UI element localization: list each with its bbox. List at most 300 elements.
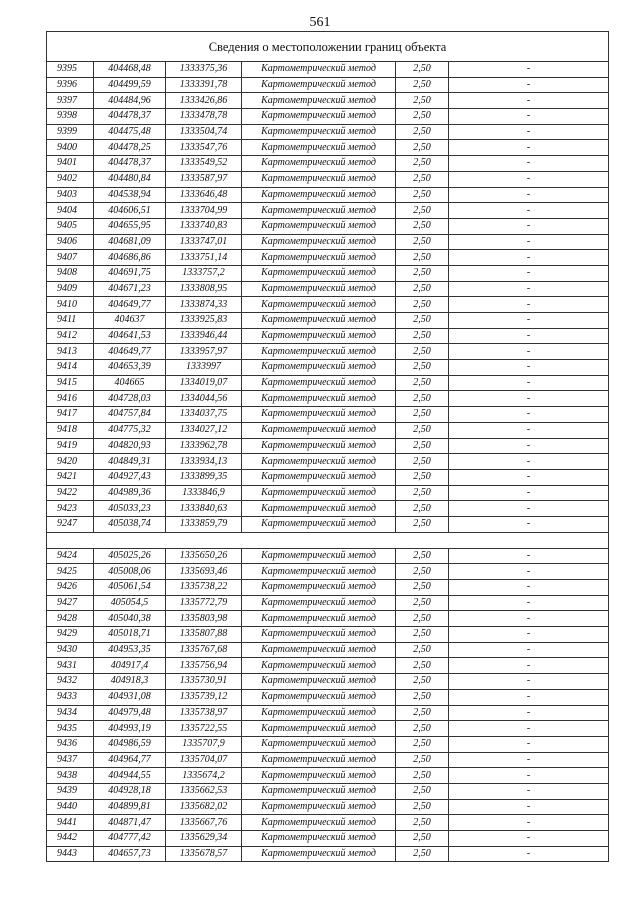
accuracy-cell: 2,50 [396,344,449,360]
accuracy-cell: 2,50 [396,469,449,485]
accuracy-cell: 2,50 [396,109,449,125]
accuracy-cell: 2,50 [396,516,449,532]
x-coordinate-cell: 404499,59 [94,77,166,93]
y-coordinate-cell: 1333547,76 [166,140,242,156]
accuracy-cell: 2,50 [396,564,449,580]
method-cell: Картометрический метод [242,627,396,643]
x-coordinate-cell: 405061,54 [94,580,166,596]
table-caption-row [47,32,609,62]
x-coordinate-cell: 405054,5 [94,595,166,611]
method-cell: Картометрический метод [242,658,396,674]
table-row [47,360,609,376]
y-coordinate-cell: 1333751,14 [166,250,242,266]
table-row [47,501,609,517]
table-row [47,799,609,815]
method-cell: Картометрический метод [242,328,396,344]
y-coordinate-cell: 1333899,35 [166,469,242,485]
y-coordinate-cell: 1333874,33 [166,297,242,313]
method-cell: Картометрический метод [242,595,396,611]
method-cell: Картометрический метод [242,422,396,438]
accuracy-cell: 2,50 [396,658,449,674]
page-number: 561 [309,15,331,30]
description-cell: - [449,658,609,674]
table-row [47,580,609,596]
table-row [47,831,609,847]
table-row [47,611,609,627]
method-cell: Картометрический метод [242,265,396,281]
x-coordinate-cell: 404871,47 [94,815,166,831]
table-row [47,313,609,329]
point-number-cell: 9435 [47,721,94,737]
x-coordinate-cell: 404478,37 [94,156,166,172]
table-row [47,783,609,799]
description-cell: - [449,77,609,93]
x-coordinate-cell: 404757,84 [94,407,166,423]
point-number-cell: 9432 [47,674,94,690]
accuracy-cell: 2,50 [396,799,449,815]
table-row [47,109,609,125]
method-cell: Картометрический метод [242,234,396,250]
y-coordinate-cell: 1333549,52 [166,156,242,172]
method-cell: Картометрический метод [242,360,396,376]
accuracy-cell: 2,50 [396,768,449,784]
table-row [47,234,609,250]
y-coordinate-cell: 1333934,13 [166,454,242,470]
y-coordinate-cell: 1333740,83 [166,218,242,234]
method-cell: Картометрический метод [242,140,396,156]
table-row [47,375,609,391]
y-coordinate-cell: 1333925,83 [166,313,242,329]
accuracy-cell: 2,50 [396,705,449,721]
description-cell: - [449,171,609,187]
description-cell: - [449,297,609,313]
description-cell: - [449,721,609,737]
x-coordinate-cell: 404993,19 [94,721,166,737]
y-coordinate-cell: 1335722,55 [166,721,242,737]
y-coordinate-cell: 1333962,78 [166,438,242,454]
y-coordinate-cell: 1334044,56 [166,391,242,407]
x-coordinate-cell: 404606,51 [94,203,166,219]
y-coordinate-cell: 1333478,78 [166,109,242,125]
table-row [47,705,609,721]
description-cell: - [449,344,609,360]
y-coordinate-cell: 1335667,76 [166,815,242,831]
point-number-cell: 9397 [47,93,94,109]
point-number-cell: 9440 [47,799,94,815]
table-row [47,736,609,752]
table-row [47,674,609,690]
description-cell: - [449,705,609,721]
method-cell: Картометрический метод [242,674,396,690]
x-coordinate-cell: 405008,06 [94,564,166,580]
point-number-cell: 9398 [47,109,94,125]
description-cell: - [449,250,609,266]
table-row [47,297,609,313]
table-row [47,124,609,140]
x-coordinate-cell: 404931,08 [94,689,166,705]
table-caption: Сведения о местоположении границ объекта [47,32,609,62]
description-cell: - [449,736,609,752]
method-cell: Картометрический метод [242,124,396,140]
x-coordinate-cell: 404480,84 [94,171,166,187]
y-coordinate-cell: 1334019,07 [166,375,242,391]
x-coordinate-cell: 404927,43 [94,469,166,485]
description-cell: - [449,815,609,831]
x-coordinate-cell: 404681,09 [94,234,166,250]
method-cell: Картометрический метод [242,516,396,532]
description-cell: - [449,595,609,611]
accuracy-cell: 2,50 [396,93,449,109]
description-cell: - [449,360,609,376]
point-number-cell: 9399 [47,124,94,140]
point-number-cell: 9401 [47,156,94,172]
description-cell: - [449,799,609,815]
point-number-cell: 9395 [47,62,94,78]
point-number-cell: 9420 [47,454,94,470]
accuracy-cell: 2,50 [396,548,449,564]
method-cell: Картометрический метод [242,344,396,360]
method-cell: Картометрический метод [242,438,396,454]
method-cell: Картометрический метод [242,313,396,329]
y-coordinate-cell: 1335738,22 [166,580,242,596]
description-cell: - [449,407,609,423]
method-cell: Картометрический метод [242,297,396,313]
y-coordinate-cell: 1333504,74 [166,124,242,140]
y-coordinate-cell: 1333859,79 [166,516,242,532]
x-coordinate-cell: 404728,03 [94,391,166,407]
accuracy-cell: 2,50 [396,627,449,643]
x-coordinate-cell: 404849,31 [94,454,166,470]
y-coordinate-cell: 1333757,2 [166,265,242,281]
accuracy-cell: 2,50 [396,171,449,187]
table-row [47,344,609,360]
x-coordinate-cell: 404478,37 [94,109,166,125]
accuracy-cell: 2,50 [396,674,449,690]
description-cell: - [449,422,609,438]
description-cell: - [449,689,609,705]
x-coordinate-cell: 404953,35 [94,642,166,658]
table-row [47,218,609,234]
y-coordinate-cell: 1333747,01 [166,234,242,250]
y-coordinate-cell: 1335756,94 [166,658,242,674]
x-coordinate-cell: 404777,42 [94,831,166,847]
method-cell: Картометрический метод [242,281,396,297]
x-coordinate-cell: 404691,75 [94,265,166,281]
point-number-cell: 9415 [47,375,94,391]
accuracy-cell: 2,50 [396,140,449,156]
description-cell: - [449,627,609,643]
x-coordinate-cell: 404641,53 [94,328,166,344]
method-cell: Картометрический метод [242,375,396,391]
table-row [47,62,609,78]
method-cell: Картометрический метод [242,407,396,423]
description-cell: - [449,313,609,329]
accuracy-cell: 2,50 [396,203,449,219]
point-number-cell: 9400 [47,140,94,156]
y-coordinate-cell: 1333957,97 [166,344,242,360]
accuracy-cell: 2,50 [396,313,449,329]
description-cell: - [449,611,609,627]
boundary-coordinates-table [46,31,609,862]
x-coordinate-cell: 404671,23 [94,281,166,297]
table-row [47,595,609,611]
y-coordinate-cell: 1333646,48 [166,187,242,203]
accuracy-cell: 2,50 [396,375,449,391]
description-cell: - [449,203,609,219]
table-row [47,422,609,438]
description-cell: - [449,454,609,470]
x-coordinate-cell: 404484,96 [94,93,166,109]
method-cell: Картометрический метод [242,783,396,799]
point-number-cell: 9408 [47,265,94,281]
description-cell: - [449,768,609,784]
point-number-cell: 9430 [47,642,94,658]
accuracy-cell: 2,50 [396,281,449,297]
point-number-cell: 9418 [47,422,94,438]
description-cell: - [449,501,609,517]
table-row [47,281,609,297]
table-row [47,171,609,187]
accuracy-cell: 2,50 [396,77,449,93]
x-coordinate-cell: 404468,48 [94,62,166,78]
description-cell: - [449,438,609,454]
accuracy-cell: 2,50 [396,611,449,627]
method-cell: Картометрический метод [242,815,396,831]
table-row [47,564,609,580]
description-cell: - [449,93,609,109]
point-number-cell: 9396 [47,77,94,93]
x-coordinate-cell: 405018,71 [94,627,166,643]
table-row [47,391,609,407]
accuracy-cell: 2,50 [396,328,449,344]
method-cell: Картометрический метод [242,564,396,580]
y-coordinate-cell: 1335704,07 [166,752,242,768]
table-row [47,156,609,172]
point-number-cell: 9247 [47,516,94,532]
point-number-cell: 9433 [47,689,94,705]
accuracy-cell: 2,50 [396,595,449,611]
y-coordinate-cell: 1335707,9 [166,736,242,752]
accuracy-cell: 2,50 [396,815,449,831]
table-row [47,265,609,281]
x-coordinate-cell: 404478,25 [94,140,166,156]
description-cell: - [449,485,609,501]
table-row [47,721,609,737]
x-coordinate-cell: 405025,26 [94,548,166,564]
accuracy-cell: 2,50 [396,438,449,454]
method-cell: Картометрический метод [242,156,396,172]
description-cell: - [449,580,609,596]
group-separator-cell [47,532,609,548]
x-coordinate-cell: 404538,94 [94,187,166,203]
table-row [47,658,609,674]
description-cell: - [449,140,609,156]
point-number-cell: 9442 [47,831,94,847]
x-coordinate-cell: 404637 [94,313,166,329]
method-cell: Картометрический метод [242,736,396,752]
method-cell: Картометрический метод [242,501,396,517]
point-number-cell: 9407 [47,250,94,266]
y-coordinate-cell: 1335803,98 [166,611,242,627]
point-number-cell: 9424 [47,548,94,564]
accuracy-cell: 2,50 [396,454,449,470]
method-cell: Картометрический метод [242,548,396,564]
table-row [47,140,609,156]
x-coordinate-cell: 404944,55 [94,768,166,784]
y-coordinate-cell: 1333946,44 [166,328,242,344]
description-cell: - [449,328,609,344]
point-number-cell: 9425 [47,564,94,580]
accuracy-cell: 2,50 [396,721,449,737]
point-number-cell: 9436 [47,736,94,752]
method-cell: Картометрический метод [242,454,396,470]
accuracy-cell: 2,50 [396,124,449,140]
table-row [47,250,609,266]
point-number-cell: 9426 [47,580,94,596]
accuracy-cell: 2,50 [396,422,449,438]
point-number-cell: 9409 [47,281,94,297]
y-coordinate-cell: 1335629,34 [166,831,242,847]
point-number-cell: 9412 [47,328,94,344]
accuracy-cell: 2,50 [396,265,449,281]
method-cell: Картометрический метод [242,689,396,705]
accuracy-cell: 2,50 [396,391,449,407]
x-coordinate-cell: 404475,48 [94,124,166,140]
description-cell: - [449,752,609,768]
description-cell: - [449,281,609,297]
table-row [47,438,609,454]
accuracy-cell: 2,50 [396,360,449,376]
accuracy-cell: 2,50 [396,250,449,266]
point-number-cell: 9413 [47,344,94,360]
x-coordinate-cell: 404986,59 [94,736,166,752]
point-number-cell: 9414 [47,360,94,376]
method-cell: Картометрический метод [242,171,396,187]
description-cell: - [449,516,609,532]
table-row [47,407,609,423]
method-cell: Картометрический метод [242,62,396,78]
y-coordinate-cell: 1334037,75 [166,407,242,423]
description-cell: - [449,109,609,125]
point-number-cell: 9419 [47,438,94,454]
point-number-cell: 9428 [47,611,94,627]
y-coordinate-cell: 1334027,12 [166,422,242,438]
point-number-cell: 9402 [47,171,94,187]
accuracy-cell: 2,50 [396,846,449,862]
description-cell: - [449,218,609,234]
table-row [47,689,609,705]
description-cell: - [449,187,609,203]
method-cell: Картометрический метод [242,642,396,658]
description-cell: - [449,674,609,690]
x-coordinate-cell: 404665 [94,375,166,391]
method-cell: Картометрический метод [242,846,396,862]
x-coordinate-cell: 404820,93 [94,438,166,454]
description-cell: - [449,548,609,564]
point-number-cell: 9423 [47,501,94,517]
accuracy-cell: 2,50 [396,234,449,250]
y-coordinate-cell: 1335678,57 [166,846,242,862]
method-cell: Картометрический метод [242,831,396,847]
point-number-cell: 9406 [47,234,94,250]
description-cell: - [449,564,609,580]
y-coordinate-cell: 1333587,97 [166,171,242,187]
y-coordinate-cell: 1333426,86 [166,93,242,109]
y-coordinate-cell: 1335807,88 [166,627,242,643]
table-row [47,642,609,658]
y-coordinate-cell: 1335772,79 [166,595,242,611]
point-number-cell: 9421 [47,469,94,485]
method-cell: Картометрический метод [242,203,396,219]
method-cell: Картометрический метод [242,218,396,234]
point-number-cell: 9416 [47,391,94,407]
accuracy-cell: 2,50 [396,218,449,234]
description-cell: - [449,62,609,78]
y-coordinate-cell: 1333808,95 [166,281,242,297]
y-coordinate-cell: 1335739,12 [166,689,242,705]
table-row [47,627,609,643]
y-coordinate-cell: 1333704,99 [166,203,242,219]
point-number-cell: 9405 [47,218,94,234]
group-separator-row [47,532,609,548]
x-coordinate-cell: 404964,77 [94,752,166,768]
y-coordinate-cell: 1333375,36 [166,62,242,78]
table-row [47,203,609,219]
y-coordinate-cell: 1335693,46 [166,564,242,580]
x-coordinate-cell: 404653,39 [94,360,166,376]
point-number-cell: 9410 [47,297,94,313]
x-coordinate-cell: 405038,74 [94,516,166,532]
y-coordinate-cell: 1335650,26 [166,548,242,564]
y-coordinate-cell: 1335662,53 [166,783,242,799]
accuracy-cell: 2,50 [396,485,449,501]
point-number-cell: 9441 [47,815,94,831]
description-cell: - [449,846,609,862]
accuracy-cell: 2,50 [396,501,449,517]
method-cell: Картометрический метод [242,611,396,627]
y-coordinate-cell: 1333997 [166,360,242,376]
x-coordinate-cell: 404686,86 [94,250,166,266]
x-coordinate-cell: 404979,48 [94,705,166,721]
table-row [47,516,609,532]
table-row [47,752,609,768]
point-number-cell: 9434 [47,705,94,721]
accuracy-cell: 2,50 [396,831,449,847]
point-number-cell: 9437 [47,752,94,768]
x-coordinate-cell: 404917,4 [94,658,166,674]
point-number-cell: 9429 [47,627,94,643]
point-number-cell: 9439 [47,783,94,799]
x-coordinate-cell: 404899,81 [94,799,166,815]
point-number-cell: 9438 [47,768,94,784]
accuracy-cell: 2,50 [396,156,449,172]
point-number-cell: 9404 [47,203,94,219]
method-cell: Картометрический метод [242,93,396,109]
method-cell: Картометрический метод [242,799,396,815]
x-coordinate-cell: 404775,32 [94,422,166,438]
method-cell: Картометрический метод [242,768,396,784]
y-coordinate-cell: 1335767,68 [166,642,242,658]
table-row [47,548,609,564]
point-number-cell: 9422 [47,485,94,501]
accuracy-cell: 2,50 [396,297,449,313]
y-coordinate-cell: 1335674,2 [166,768,242,784]
description-cell: - [449,783,609,799]
description-cell: - [449,469,609,485]
method-cell: Картометрический метод [242,109,396,125]
y-coordinate-cell: 1335738,97 [166,705,242,721]
accuracy-cell: 2,50 [396,580,449,596]
